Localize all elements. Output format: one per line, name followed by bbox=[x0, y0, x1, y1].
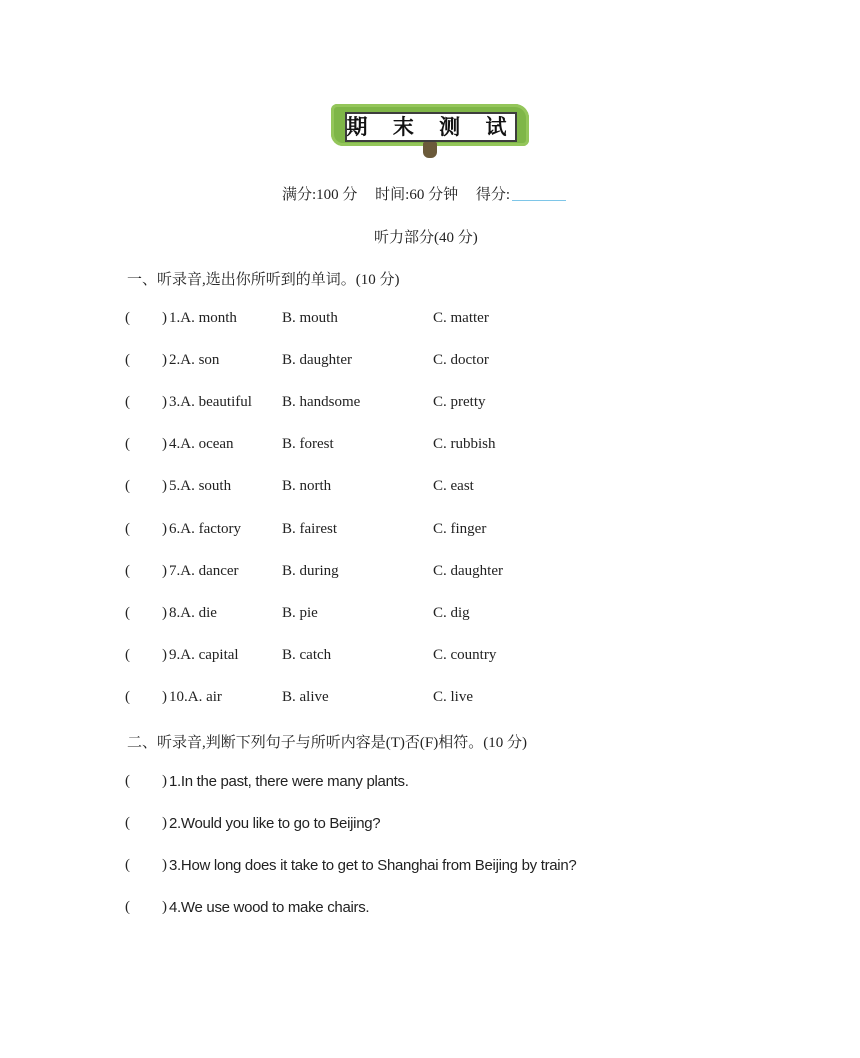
option-a: 4.A. ocean bbox=[169, 436, 234, 452]
option-a: 3.A. beautiful bbox=[169, 394, 252, 410]
option-a: 10.A. air bbox=[169, 689, 222, 705]
answer-paren-open: ( bbox=[125, 857, 130, 873]
option-c: C. live bbox=[433, 689, 473, 705]
option-c: C. east bbox=[433, 478, 474, 494]
option-a: 2.A. son bbox=[169, 352, 220, 368]
answer-paren-open: ( bbox=[125, 563, 130, 579]
exam-meta bbox=[282, 183, 580, 204]
answer-paren-open: ( bbox=[125, 773, 130, 789]
option-c: C. doctor bbox=[433, 352, 489, 368]
option-c: C. pretty bbox=[433, 394, 486, 410]
answer-paren-open: ( bbox=[125, 310, 130, 326]
judgement-sentence: 2.Would you like to go to Beijing? bbox=[169, 815, 381, 832]
option-a: 9.A. capital bbox=[169, 647, 239, 663]
answer-paren-close: ) bbox=[162, 352, 167, 368]
option-b: B. pie bbox=[282, 605, 318, 621]
option-c: C. country bbox=[433, 647, 497, 663]
option-c: C. finger bbox=[433, 521, 487, 537]
answer-paren-open: ( bbox=[125, 394, 130, 410]
option-c: C. matter bbox=[433, 310, 489, 326]
option-b: B. forest bbox=[282, 436, 334, 452]
time-limit: 时间:60 分钟 bbox=[375, 187, 459, 203]
answer-paren-open: ( bbox=[125, 899, 130, 915]
option-a: 8.A. die bbox=[169, 605, 217, 621]
option-c: C. dig bbox=[433, 605, 470, 621]
answer-paren-close: ) bbox=[162, 436, 167, 452]
answer-paren-close: ) bbox=[162, 647, 167, 663]
judgement-sentence: 4.We use wood to make chairs. bbox=[169, 899, 370, 916]
answer-paren-open: ( bbox=[125, 521, 130, 537]
option-b: B. during bbox=[282, 563, 339, 579]
answer-paren-close: ) bbox=[162, 815, 167, 831]
answer-paren-close: ) bbox=[162, 478, 167, 494]
page-title: 期 末 测 试 bbox=[346, 115, 516, 139]
option-b: B. fairest bbox=[282, 521, 337, 537]
answer-paren-open: ( bbox=[125, 689, 130, 705]
score-blank[interactable] bbox=[512, 199, 566, 201]
option-c: C. daughter bbox=[433, 563, 503, 579]
option-b: B. handsome bbox=[282, 394, 361, 410]
answer-paren-close: ) bbox=[162, 773, 167, 789]
section2-title: 二、听录音,判断下列句子与所听内容是(T)否(F)相符。(10 分) bbox=[127, 735, 527, 751]
title-banner bbox=[331, 104, 529, 150]
answer-paren-open: ( bbox=[125, 647, 130, 663]
option-b: B. alive bbox=[282, 689, 329, 705]
judgement-sentence: 1.In the past, there were many plants. bbox=[169, 773, 409, 790]
answer-paren-open: ( bbox=[125, 478, 130, 494]
option-a: 1.A. month bbox=[169, 310, 237, 326]
full-score: 满分:100 分 bbox=[282, 187, 358, 203]
answer-paren-open: ( bbox=[125, 436, 130, 452]
answer-paren-close: ) bbox=[162, 563, 167, 579]
answer-paren-close: ) bbox=[162, 394, 167, 410]
answer-paren-close: ) bbox=[162, 857, 167, 873]
answer-paren-close: ) bbox=[162, 689, 167, 705]
judgement-sentence: 3.How long does it take to get to Shanghai from Beijing by train? bbox=[169, 857, 577, 874]
option-c: C. rubbish bbox=[433, 436, 496, 452]
answer-paren-close: ) bbox=[162, 899, 167, 915]
option-b: B. north bbox=[282, 478, 332, 494]
option-b: B. catch bbox=[282, 647, 332, 663]
option-b: B. mouth bbox=[282, 310, 338, 326]
answer-paren-close: ) bbox=[162, 521, 167, 537]
score-label: 得分: bbox=[475, 187, 511, 203]
answer-paren-open: ( bbox=[125, 815, 130, 831]
answer-paren-open: ( bbox=[125, 352, 130, 368]
answer-paren-open: ( bbox=[125, 605, 130, 621]
part-title: 听力部分(40 分) bbox=[374, 230, 478, 246]
section1-title: 一、听录音,选出你所听到的单词。(10 分) bbox=[127, 272, 400, 288]
option-a: 5.A. south bbox=[169, 478, 232, 494]
option-a: 7.A. dancer bbox=[169, 563, 239, 579]
answer-paren-close: ) bbox=[162, 605, 167, 621]
option-b: B. daughter bbox=[282, 352, 352, 368]
banner-hook-icon bbox=[423, 142, 437, 158]
answer-paren-close: ) bbox=[162, 310, 167, 326]
option-a: 6.A. factory bbox=[169, 521, 242, 537]
